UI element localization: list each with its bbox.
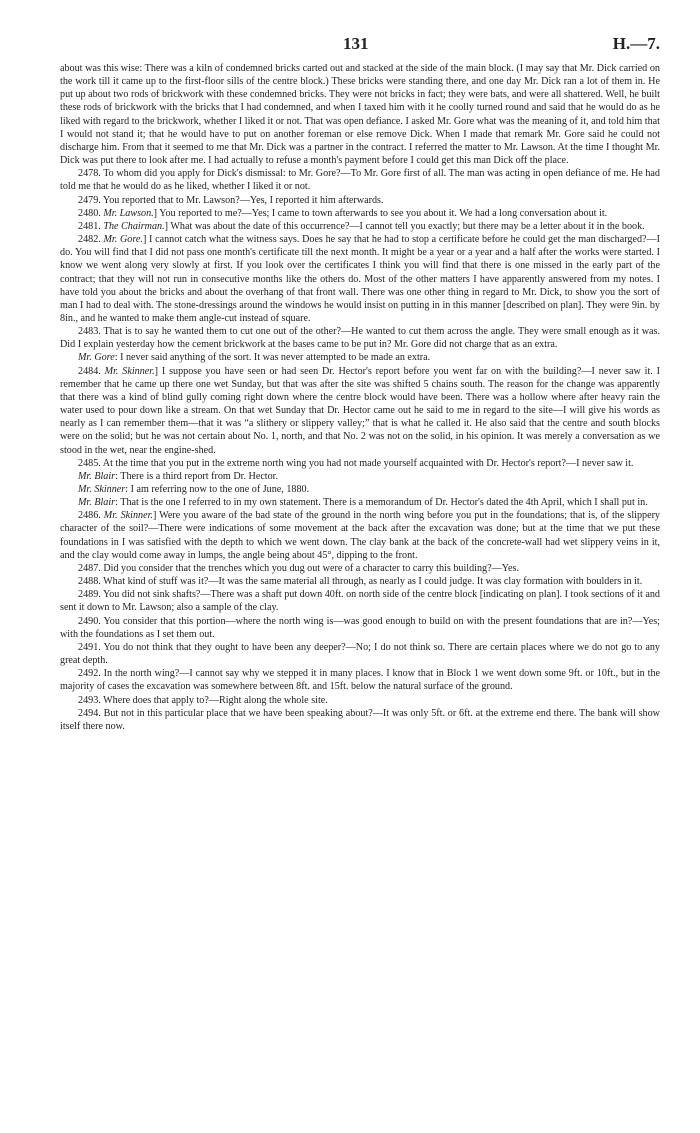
paragraph-2483: 2483. That is to say he wanted them to cut one out of the other?—He wanted to cut them across the angle. They were small enough as it was. Did I explain yesterday how the cement brickwork at the bases came to be put in? Mr. Gore did not charge that as an extra. xyxy=(60,326,660,351)
page-header xyxy=(60,34,660,62)
paragraph-2492: 2492. In the north wing?—I cannot say why we stepped it in many places. I know that in Block 1 we went down some 9ft. or 10ft., but in the majority of cases the excavation was somewhere between 8ft. and 15ft. below the natural surface of the ground. xyxy=(60,668,660,693)
paragraph-2481: 2481. The Chairman.] What was about the date of this occurrence?—I cannot tell you exactly; but there may be a letter about it in the book. xyxy=(78,220,645,232)
page-number: 131 xyxy=(343,34,369,53)
paragraph-2487: 2487. Did you consider that the trenches which you dug out were of a character to carry this building?—Yes. xyxy=(78,562,519,574)
paragraph-gore: Mr. Gore: I never said anything of the sort. It was never attempted to be made an extra. xyxy=(78,352,431,364)
paragraph-2486: 2486. Mr. Skinner.] Were you aware of the bad state of the ground in the north wing before you put in the foundations; that is, of the slippery character of the soil?—There were indications of some movement at the back after the excavation was done; but at the time that we put these foundations in I was satisfied with the depth to which we went down. The clay bank at the back of the concrete-wall had wet slippery veins in it, and the clay would come away in lumps, the angle being about 45°, dipping to the front. xyxy=(60,510,660,561)
paragraph-2479: 2479. You reported that to Mr. Lawson?—Yes, I reported it him afterwards. xyxy=(78,194,384,206)
paragraph-2480: 2480. Mr. Lawson.] You reported to me?—Yes; I came to town afterwards to see you about it. We had a long conversation about it. xyxy=(78,207,608,219)
paragraph-2485: 2485. At the time that you put in the extreme north wing you had not made yourself acquainted with Dr. Hector's report?—I never saw it. xyxy=(78,457,634,469)
paragraph-2490: 2490. You consider that this portion—where the north wing is—was good enough to build on with the present foundations that are in?—Yes; with the foundations as I set them out. xyxy=(60,615,660,640)
paragraph-blair1: Mr. Blair: There is a third report from Dr. Hector. xyxy=(78,470,279,482)
paragraph-2488: 2488. What kind of stuff was it?—It was the same material all through, as nearly as I could judge. It was clay formation with boulders in it. xyxy=(78,576,643,588)
document-reference: H.—7. xyxy=(612,34,660,53)
paragraph-2491: 2491. You do not think that they ought to have been any deeper?—No; I do not think so. There are certain places where we do not go to any great depth. xyxy=(60,641,660,667)
document-body xyxy=(60,62,660,733)
paragraph-2482: 2482. Mr. Gore.] I cannot catch what the witness says. Does he say that he had to stop a certificate before he could get the man discharged?—I do. You will find that I did not pass one month's certificate till the next month. It might be a year or a year and a half after the works were started. I know we went along very slowly at first. If you look over the certificates I think you will find that there is one missed in the early part of the contract; that they will not run in consecutive months like the others do. Most of the other matters I have apparently answered from my notes. I have told you about the bricks and about the overhang of that front wall. There was one other thing in regard to Mr. Dick, to show you the sort of man I had to deal with. The stone-dressings around the windows he would insist on putting in in this manner [described on plan]. They were 9in. by 8in., and he wanted to make them angle-cut instead of square. xyxy=(60,234,661,324)
paragraph-blair2: Mr. Blair: That is the one I referred to in my own statement. There is a memorandum of Dr. Hector's dated the 4th April, which I shall put in. xyxy=(78,497,648,509)
paragraph-2489: 2489. You did not sink shafts?—There was a shaft put down 40ft. on north side of the centre block [indicating on plan]. I took sections of it and sent it down to Mr. Lawson; also a sample of the clay. xyxy=(60,589,660,614)
paragraph-2478: 2478. To whom did you apply for Dick's dismissal: to Mr. Gore?—To Mr. Gore first of all. The man was acting in open defiance of me. He had told me that he would do as he liked, whether I liked it or not. xyxy=(60,168,660,193)
speaker-name: Mr. Gore. xyxy=(103,234,143,246)
speaker-name: Mr. Blair xyxy=(78,470,116,482)
speaker-name: The Chairman. xyxy=(103,220,165,232)
paragraph-2493: 2493. Where does that apply to?—Right along the whole site. xyxy=(78,694,328,706)
paragraph-2494: 2494. But not in this particular place that we have been speaking about?—It was only 5ft. or 6ft. at the extreme end there. The bank will show itself there now. xyxy=(60,707,660,732)
speaker-name: Mr. Skinner. xyxy=(103,510,153,522)
speaker-name: Mr. Lawson. xyxy=(103,207,154,219)
speaker-name: Mr. Skinner. xyxy=(104,365,155,377)
speaker-name: Mr. Skinner xyxy=(78,484,126,495)
paragraph-2484: 2484. Mr. Skinner.] I suppose you have seen or had seen Dr. Hector's report before you went far on with the building?—I never saw it. I remember that he came up there one wet Sunday, but that was after the site was shifted 5 chains south. The reason for the change was apparently that there was a kind of blind gully coming right down where the centre block would have been. There was a hollow where after heavy rain the water used to pour down like a stream. On that wet Sunday that Dr. Hector came out he said to me in regard to the site—I will give his words as nearly as I can remember them—that it was “a slithery or slippery valley;” that is what he called it. He also said that the centre and south blocks were on the solid; but he was not certain about No. 1, north, and that No. 2 was not on the solid, in his opinion. It was merely a conversation as we stood in the wet, near the engine-shed. xyxy=(60,365,661,456)
paragraph-continuation: about was this wise: There was a kiln of condemned bricks carted out and stacked at the side of the main block. (I may say that Mr. Dick carried on the work till it came up to the first-floor sills of the centre block.) These bricks were standing there, and one day Mr. Dick ran a lot of them in. He put up about two rods of brickwork with these condemned bricks. They were not bricks in fact; they were bats, and were all shattered. Well, he built these rods of brickwork with the bricks that I had condemned, and when I taxed him with it he coolly turned round and said that he would do as he liked with regard to the brickwork, whether I liked it or not. That was open defiance. I asked Mr. Gore what was the meaning of it, and told him that I would not stand it; that he would have to put on another foreman or else remove Dick. When I made that remark Mr. Gore said he could not discharge him. From that it seemed to me that Mr. Dick was a partner in the contract. I referred the matter to Mr. Lawson. At the time I thought Mr. Dick was put there to look after me. I had actually to refuse a month's payment before I could get this man Dick off the place. xyxy=(60,63,660,167)
paragraph-skinner: Mr. Skinner: I am referring now to the one of June, 1880. xyxy=(78,484,310,495)
speaker-name: Mr. Gore xyxy=(78,352,115,364)
speaker-name: Mr. Blair xyxy=(78,497,116,509)
